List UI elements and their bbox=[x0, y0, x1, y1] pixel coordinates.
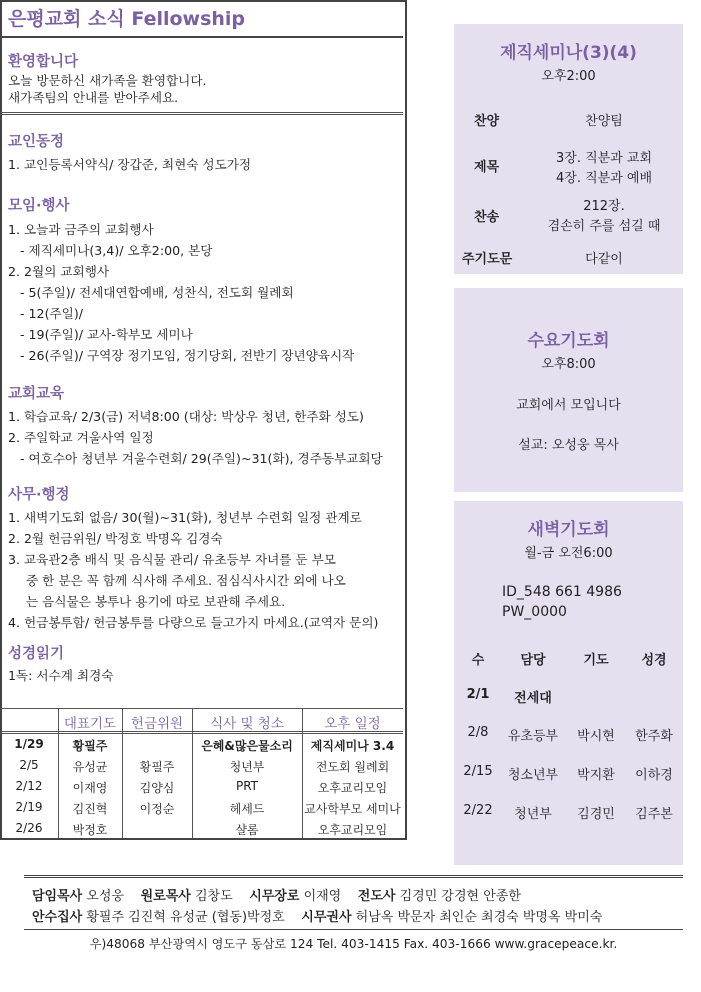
admin-line: 는 음식물은 봉투나 용기에 따로 보관해 주세요. bbox=[26, 594, 286, 609]
dawn-header-prayer: 기도 bbox=[583, 653, 609, 668]
schedule-header-afternoon: 오후 일정 bbox=[324, 716, 381, 732]
dawn-zoom-id: ID_548 661 4986 bbox=[502, 584, 622, 600]
schedule-date: 2/26 bbox=[15, 821, 43, 835]
welcome-heading: 환영합니다 bbox=[8, 54, 79, 70]
schedule-header-prayer: 대표기도 bbox=[63, 716, 117, 732]
staff-names: 허남옥 박문자 최인순 최경숙 박명옥 박미숙 bbox=[355, 910, 603, 925]
schedule-date: 1/29 bbox=[14, 737, 44, 751]
schedule-prayer: 김진혁 bbox=[72, 802, 108, 816]
seminar-value-hymn: 겸손히 주를 섬길 때 bbox=[547, 219, 661, 234]
admin-line: 중 한 분은 꼭 함께 식사해 주세요. 점심식사시간 외에 나오 bbox=[26, 573, 346, 588]
staff-names: 오성웅 bbox=[86, 889, 125, 904]
schedule-offering: 황필주 bbox=[139, 760, 175, 774]
staff-names: 이재영 bbox=[303, 889, 342, 904]
education-line: - 여호수아 청년부 겨울수련회/ 29(주일)~31(화), 경주동부교회당 bbox=[20, 451, 383, 466]
dawn-header-date: 수 bbox=[471, 653, 485, 668]
dawn-bible: 이하경 bbox=[635, 768, 673, 783]
bible-line: 1독: 서수계 최경숙 bbox=[8, 668, 114, 683]
seminar-label-lords-prayer: 주기도문 bbox=[462, 252, 513, 267]
dawn-bible: 김주본 bbox=[635, 807, 673, 822]
dawn-panel bbox=[454, 501, 683, 865]
seminar-value-subject: 3장. 직분과 교회 bbox=[555, 151, 653, 166]
schedule-afternoon: 오후교리모임 bbox=[317, 781, 388, 795]
bible-heading: 성경읽기 bbox=[8, 646, 65, 662]
schedule-date: 2/5 bbox=[19, 758, 39, 772]
schedule-meal: PRT bbox=[235, 779, 259, 793]
admin-line: 3. 교육관2층 배식 및 음식물 관리/ 유초등부 자녀를 둔 부모 bbox=[8, 552, 336, 567]
seminar-value-praise: 찬양팀 bbox=[585, 114, 623, 129]
wednesday-title: 수요기도회 bbox=[527, 331, 610, 351]
education-line: 2. 주일학교 겨울사역 일정 bbox=[8, 430, 154, 445]
education-heading: 교회교육 bbox=[8, 386, 65, 402]
news-box bbox=[0, 0, 407, 840]
dawn-dept: 청소년부 bbox=[507, 768, 559, 783]
staff-row-2 bbox=[32, 906, 602, 925]
schedule-prayer: 이재영 bbox=[72, 781, 108, 795]
staff-title: 담임목사 bbox=[32, 889, 83, 904]
wednesday-note: 교회에서 모입니다 bbox=[516, 398, 621, 413]
wednesday-panel bbox=[454, 288, 683, 492]
dawn-time: 월-금 오전6:00 bbox=[524, 546, 613, 561]
schedule-prayer: 유성균 bbox=[72, 760, 108, 774]
schedule-afternoon: 오후교리모임 bbox=[317, 823, 388, 837]
seminar-value-hymn: 212장. bbox=[583, 199, 625, 214]
seminar-label-subject: 제목 bbox=[474, 160, 500, 175]
events-line: - 제직세미나(3,4)/ 오후2:00, 본당 bbox=[20, 243, 213, 258]
members-heading: 교인동정 bbox=[8, 134, 65, 150]
events-line: - 26(주일)/ 구역장 정기모임, 정기당회, 전반기 장년양육시작 bbox=[20, 348, 355, 363]
admin-line: 2. 2월 헌금위원/ 박정호 박명옥 김경숙 bbox=[8, 531, 223, 546]
dawn-date: 2/22 bbox=[463, 803, 493, 818]
staff-title: 원로목사 bbox=[140, 889, 191, 904]
dawn-prayer: 김경민 bbox=[577, 807, 615, 822]
dawn-dept: 유초등부 bbox=[507, 729, 559, 744]
events-line: 1. 오늘과 금주의 교회행사 bbox=[8, 222, 154, 237]
schedule-date: 2/19 bbox=[15, 800, 43, 814]
staff-row-1 bbox=[32, 885, 521, 904]
schedule-afternoon: 교사학부모 세미나 bbox=[304, 802, 401, 816]
events-line: 2. 2월의 교회행사 bbox=[8, 264, 110, 279]
dawn-prayer: 박시현 bbox=[577, 729, 615, 744]
schedule-meal: 샬롬 bbox=[235, 823, 259, 837]
admin-heading: 사무·행정 bbox=[8, 487, 70, 503]
seminar-label-hymn: 찬송 bbox=[474, 210, 500, 225]
dawn-date: 2/15 bbox=[463, 764, 493, 779]
section-divider bbox=[0, 112, 403, 115]
seminar-value-subject: 4장. 직분과 예배 bbox=[555, 171, 653, 186]
schedule-meal: 헤세드 bbox=[229, 802, 265, 816]
dawn-date: 2/8 bbox=[467, 725, 489, 740]
admin-line: 1. 새벽기도회 없음/ 30(월)~31(화), 청년부 수련회 일정 관계로 bbox=[8, 510, 362, 525]
schedule-header-divider bbox=[0, 731, 403, 734]
news-title: 은평교회 소식 Fellowship bbox=[0, 0, 403, 38]
footer-bottom-rule bbox=[24, 929, 683, 930]
dawn-header-bible: 성경 bbox=[641, 653, 667, 668]
footer-top-rule bbox=[24, 875, 683, 878]
schedule-prayer: 황필주 bbox=[72, 739, 108, 753]
staff-title: 안수집사 bbox=[32, 910, 83, 925]
dawn-zoom-pw: PW_0000 bbox=[502, 604, 567, 620]
schedule-afternoon: 제직세미나 3.4 bbox=[310, 739, 395, 753]
seminar-time: 오후2:00 bbox=[541, 69, 596, 84]
staff-title: 전도사 bbox=[357, 889, 396, 904]
seminar-value-lords-prayer: 다같이 bbox=[585, 252, 623, 267]
dawn-prayer: 박지환 bbox=[577, 768, 615, 783]
schedule-meal: 은혜&많은물소리 bbox=[201, 739, 293, 753]
welcome-line: 새가족팀의 안내를 받아주세요. bbox=[8, 90, 179, 105]
schedule-afternoon: 전도회 월례회 bbox=[315, 760, 390, 774]
seminar-title: 제직세미나(3)(4) bbox=[500, 43, 637, 63]
schedule-meal: 청년부 bbox=[229, 760, 265, 774]
dawn-dept: 청년부 bbox=[514, 807, 552, 822]
seminar-panel bbox=[454, 24, 683, 274]
schedule-top-border bbox=[0, 708, 403, 709]
dawn-dept: 전세대 bbox=[514, 691, 552, 706]
schedule-header-offering: 헌금위원 bbox=[130, 716, 184, 732]
schedule-offering: 이정순 bbox=[139, 802, 175, 816]
staff-title: 시무장로 bbox=[249, 889, 300, 904]
schedule-offering: 김양심 bbox=[139, 781, 175, 795]
dawn-header-dept: 담당 bbox=[520, 653, 546, 668]
wednesday-sermon: 설교: 오성웅 목사 bbox=[518, 438, 619, 453]
dawn-date: 2/1 bbox=[466, 687, 490, 702]
events-line: - 5(주일)/ 전세대연합예배, 성찬식, 전도회 월례회 bbox=[20, 285, 294, 300]
schedule-date: 2/12 bbox=[15, 779, 43, 793]
wednesday-time: 오후8:00 bbox=[541, 357, 596, 372]
events-line: - 12(주일)/ bbox=[20, 306, 83, 321]
staff-title: 시무권사 bbox=[301, 910, 352, 925]
church-address: 우)48068 부산광역시 영도구 동삼로 124 Tel. 403-1415 Fax. 403-1666 www.gracepeace.kr. bbox=[89, 937, 618, 951]
education-line: 1. 학습교육/ 2/3(금) 저녁8:00 (대상: 박상우 청년, 한주화 성도) bbox=[8, 409, 364, 424]
schedule-header-meal: 식사 및 청소 bbox=[210, 716, 284, 732]
welcome-line: 오늘 방문하신 새가족을 환영합니다. bbox=[8, 73, 207, 88]
staff-names: 김경민 강경현 안종한 bbox=[399, 889, 521, 904]
seminar-label-praise: 찬양 bbox=[474, 114, 500, 129]
events-line: - 19(주일)/ 교사-학부모 세미나 bbox=[20, 327, 193, 342]
dawn-bible: 한주화 bbox=[635, 729, 673, 744]
events-heading: 모임·행사 bbox=[8, 198, 70, 214]
members-line: 1. 교인등록서약식/ 장갑준, 최현숙 성도가정 bbox=[8, 157, 252, 172]
staff-names: 황필주 김진혁 유성균 (협동)박정호 bbox=[86, 910, 285, 925]
staff-names: 김창도 bbox=[194, 889, 233, 904]
dawn-title: 새벽기도회 bbox=[527, 520, 610, 540]
admin-line: 4. 헌금봉투함/ 헌금봉투를 다량으로 들고가지 마세요.(교역자 문의) bbox=[8, 615, 379, 630]
schedule-prayer: 박정호 bbox=[72, 823, 108, 837]
